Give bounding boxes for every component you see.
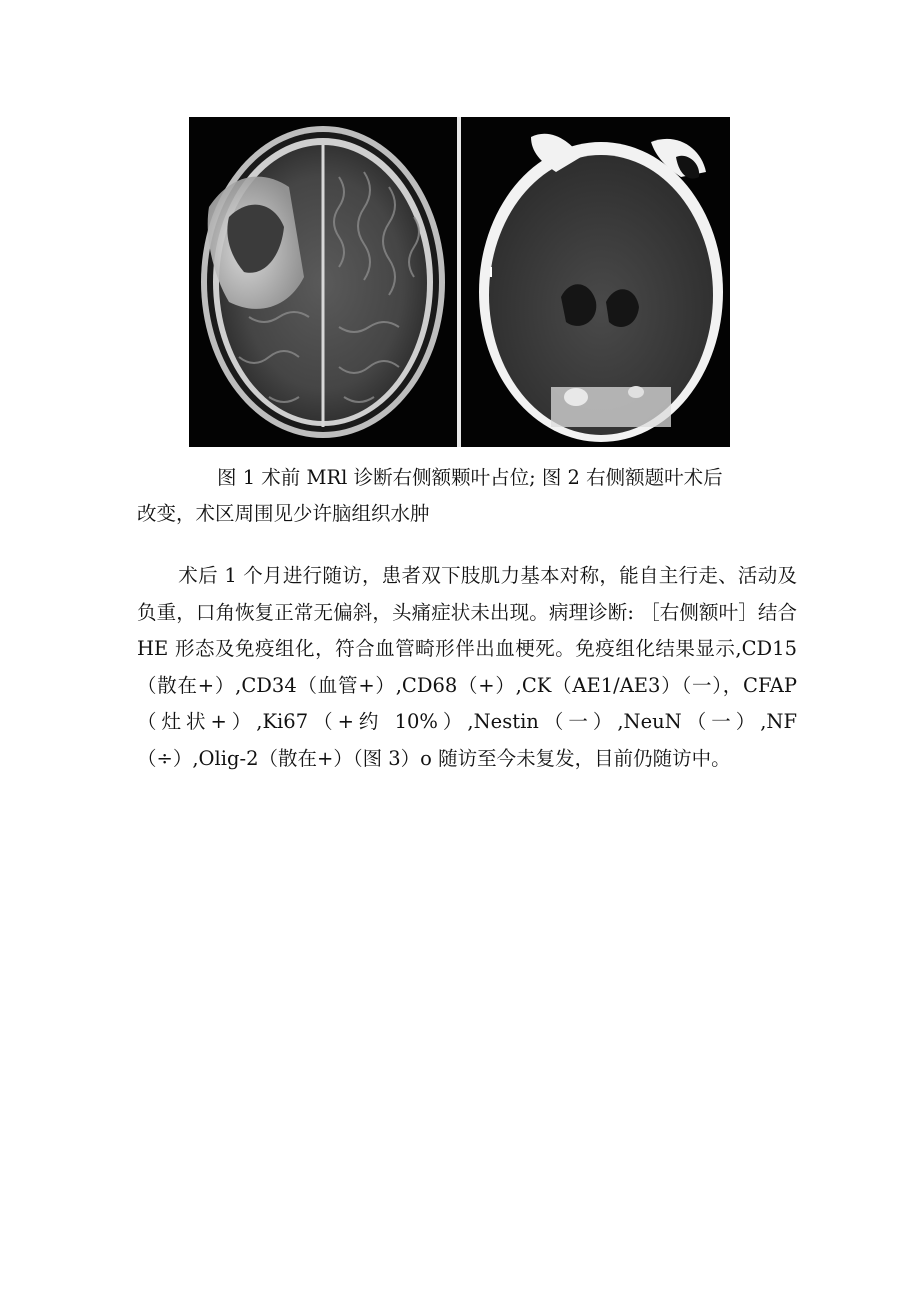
body-paragraph-container <box>137 558 797 777</box>
mri-image <box>189 117 457 447</box>
body-paragraph: 术后 1 个月进行随访，患者双下肢肌力基本对称，能自主行走、活动及负重，口角恢复正常无偏斜，头痛症状未出现。病理诊断: ［右侧额叶］结合 HE 形态及免疫组化，符合血管畸形伴出血梗死。免疫组化结果显示,CD15（散在+）,CD34（血管+）,CD68（+）,CK（AE1/AE3）（一），CFAP（灶状+）,Ki67（+约 10%）,Nestin（一）,NeuN（一）,NF（÷）,Olig-2（散在+）（图 3）o 随访至今未复发，目前仍随访中。 <box>137 564 797 770</box>
figure-caption <box>137 460 797 532</box>
caption-line-2: 改变，术区周围见少许脑组织水肿 <box>137 502 430 525</box>
figure-images <box>189 117 730 447</box>
ct-image <box>461 117 730 447</box>
caption-line-1: 图 1 术前 MRl 诊断右侧额颗叶占位; 图 2 右侧额题叶术后 <box>217 466 723 489</box>
